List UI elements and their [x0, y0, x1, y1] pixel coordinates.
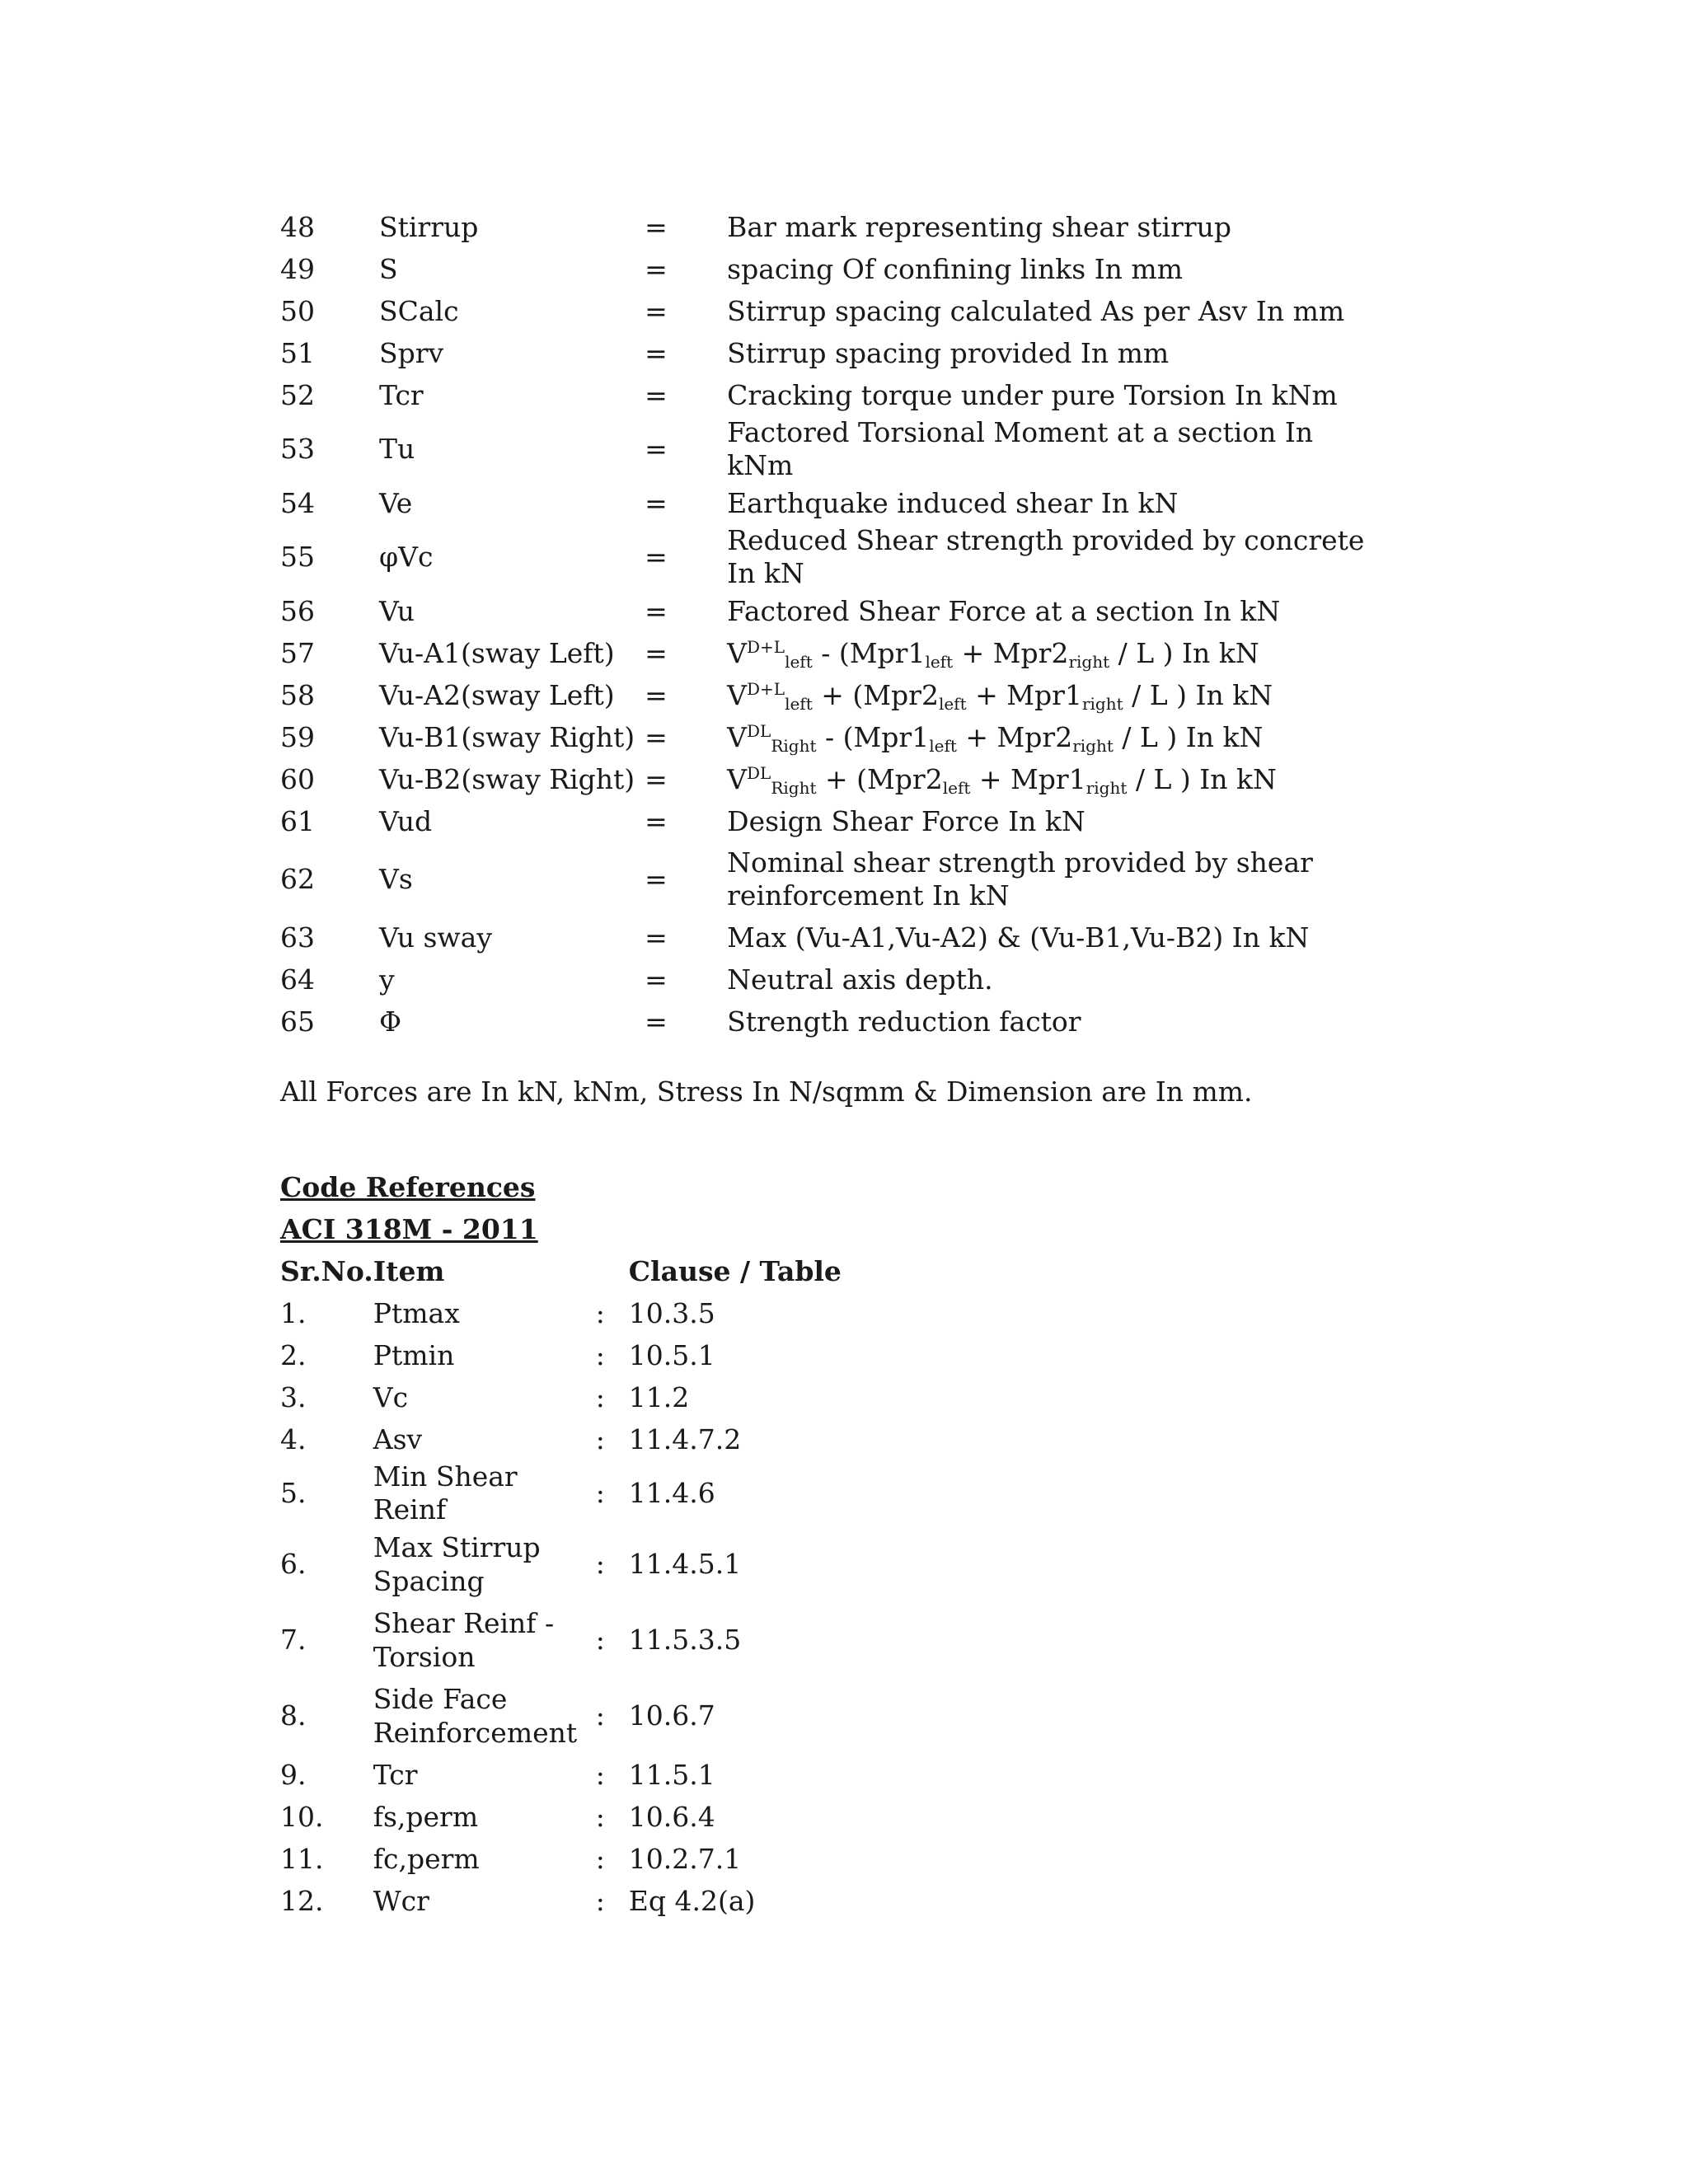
formula-text: - (Mpr1 [816, 720, 930, 753]
table-row [280, 800, 1386, 842]
header-sr-no: Sr.No. [280, 1254, 373, 1287]
ref-item: Max Stirrup Spacing [373, 1531, 541, 1597]
ref-number: 5. [280, 1477, 307, 1509]
table-row [280, 958, 1386, 1001]
row-number: 54 [280, 486, 315, 519]
code-references-table [280, 1250, 959, 1922]
formula-superscript: DL [747, 762, 771, 783]
ref-colon: : [595, 1884, 605, 1917]
row-description: Stirrup spacing provided In mm [727, 336, 1170, 369]
table-row [280, 1602, 959, 1678]
row-equals: = [645, 863, 668, 895]
row-equals: = [645, 486, 668, 519]
row-description: Cracking torque under pure Torsion In kNm [727, 378, 1338, 411]
ref-item: Tcr [373, 1758, 418, 1791]
ref-clause: 11.4.7.2 [628, 1422, 742, 1455]
row-symbol: Φ [379, 1005, 402, 1038]
ref-item: fs,perm [373, 1800, 479, 1833]
ref-item: Min Shear Reinf [373, 1460, 518, 1526]
formula-subscript: left [942, 777, 971, 798]
row-symbol: Tu [379, 433, 415, 465]
table-row [280, 524, 1386, 590]
ref-item: Ptmax [373, 1296, 460, 1329]
table-row [280, 716, 1386, 758]
ref-number: 8. [280, 1699, 307, 1732]
formula-subscript: right [1072, 735, 1114, 756]
formula-superscript: D+L [747, 678, 785, 699]
table-row [280, 1526, 959, 1602]
ref-clause: 10.6.7 [628, 1699, 715, 1732]
table-row [280, 1880, 959, 1922]
row-symbol: S [379, 252, 398, 285]
row-description: Bar mark representing shear stirrup [727, 210, 1232, 243]
code-standard-title: ACI 318M - 2011 [280, 1213, 538, 1245]
formula-text: / L ) In kN [1109, 636, 1259, 669]
row-symbol: SCalc [379, 294, 459, 327]
table-row [280, 1754, 959, 1796]
ref-clause: 11.4.6 [628, 1477, 715, 1509]
ref-clause: 11.2 [628, 1380, 690, 1413]
formula-superscript: D+L [747, 636, 785, 657]
formula-text: + Mpr2 [956, 720, 1073, 753]
ref-number: 12. [280, 1884, 324, 1917]
row-formula [727, 758, 1386, 800]
ref-colon: : [595, 1842, 605, 1875]
ref-number: 2. [280, 1338, 307, 1371]
ref-colon: : [595, 1699, 605, 1732]
row-description: spacing Of confining links In mm [727, 252, 1183, 285]
formula-text: + Mpr1 [970, 762, 1086, 795]
table-row [280, 1376, 959, 1418]
ref-clause: 11.5.3.5 [628, 1624, 742, 1656]
table-row [280, 674, 1386, 716]
table-header-row [280, 1250, 959, 1292]
ref-number: 11. [280, 1842, 324, 1875]
row-symbol: y [379, 963, 395, 996]
row-description: Stirrup spacing calculated As per Asv In mm [727, 294, 1345, 327]
formula-subscript: right [1085, 777, 1128, 798]
ref-colon: : [595, 1548, 605, 1580]
formula-subscript: left [785, 651, 813, 672]
row-number: 55 [280, 541, 315, 573]
ref-number: 9. [280, 1758, 307, 1791]
table-row [280, 290, 1386, 332]
formula-subscript: left [785, 693, 813, 714]
row-equals: = [645, 804, 668, 837]
row-number: 56 [280, 594, 315, 627]
table-row [280, 1418, 959, 1460]
ref-colon: : [595, 1380, 605, 1413]
ref-clause: 10.5.1 [628, 1338, 715, 1371]
table-row [280, 1334, 959, 1376]
ref-item: Vc [373, 1380, 409, 1413]
row-symbol: Vu-B1(sway Right) [379, 720, 635, 753]
table-row [280, 1292, 959, 1334]
row-number: 51 [280, 336, 315, 369]
row-equals: = [645, 762, 668, 795]
formula-superscript: DL [747, 720, 771, 741]
header-spacer [596, 1250, 629, 1292]
table-row [280, 632, 1386, 674]
formula-text: / L ) In kN [1127, 762, 1277, 795]
row-symbol: Stirrup [379, 210, 479, 243]
row-equals: = [645, 1005, 668, 1038]
ref-item: Shear Reinf - Torsion [373, 1607, 555, 1673]
formula-subscript: left [929, 735, 957, 756]
ref-colon: : [595, 1477, 605, 1509]
ref-number: 1. [280, 1296, 307, 1329]
row-symbol: Vu [379, 594, 415, 627]
row-equals: = [645, 636, 668, 669]
header-clause: Clause / Table [628, 1254, 842, 1287]
notation-table [280, 206, 1386, 1043]
row-description: Strength reduction factor [727, 1005, 1081, 1038]
row-symbol: Tcr [379, 378, 424, 411]
row-number: 53 [280, 433, 315, 465]
formula-symbol: V [727, 678, 747, 711]
row-equals: = [645, 336, 668, 369]
row-formula [727, 632, 1386, 674]
units-note: All Forces are In kN, kNm, Stress In N/sqmm & Dimension are In mm. [280, 1076, 1253, 1108]
formula-subscript: left [938, 693, 967, 714]
formula-subscript: right [1068, 651, 1110, 672]
row-symbol: φVc [379, 541, 434, 573]
header-item: Item [373, 1254, 445, 1287]
table-row [280, 206, 1386, 248]
table-row [280, 482, 1386, 524]
row-number: 61 [280, 804, 315, 837]
table-row [280, 1796, 959, 1838]
row-number: 64 [280, 963, 315, 996]
ref-clause: 11.5.1 [628, 1758, 715, 1791]
row-number: 50 [280, 294, 315, 327]
row-symbol: Vud [379, 804, 433, 837]
table-row [280, 842, 1386, 916]
row-equals: = [645, 720, 668, 753]
ref-colon: : [595, 1422, 605, 1455]
ref-number: 4. [280, 1422, 307, 1455]
ref-colon: : [595, 1296, 605, 1329]
row-number: 57 [280, 636, 315, 669]
row-description: Max (Vu-A1,Vu-A2) & (Vu-B1,Vu-B2) In kN [727, 921, 1310, 954]
formula-subscript: Right [771, 777, 817, 798]
row-equals: = [645, 210, 668, 243]
formula-text: / L ) In kN [1113, 720, 1264, 753]
row-symbol: Sprv [379, 336, 444, 369]
ref-number: 10. [280, 1800, 324, 1833]
formula-subscript: right [1081, 693, 1123, 714]
row-symbol: Vs [379, 863, 413, 895]
ref-number: 7. [280, 1624, 307, 1656]
row-number: 60 [280, 762, 315, 795]
table-row [280, 758, 1386, 800]
row-formula [727, 716, 1386, 758]
table-row [280, 1001, 1386, 1043]
row-description: Neutral axis depth. [727, 963, 993, 996]
row-equals: = [645, 678, 668, 711]
ref-clause: Eq 4.2(a) [628, 1884, 756, 1917]
row-number: 63 [280, 921, 315, 954]
code-references-title: Code References [280, 1171, 536, 1203]
row-symbol: Vu-A2(sway Left) [379, 678, 615, 711]
table-row [280, 416, 1386, 482]
row-number: 58 [280, 678, 315, 711]
row-number: 62 [280, 863, 315, 895]
table-row [280, 1678, 959, 1754]
row-description: Nominal shear strength provided by shear reinforcement In kN [727, 846, 1313, 912]
formula-subscript: left [925, 651, 954, 672]
row-description: Earthquake induced shear In kN [727, 486, 1179, 519]
table-row [280, 332, 1386, 374]
row-equals: = [645, 921, 668, 954]
row-equals: = [645, 541, 668, 573]
row-equals: = [645, 594, 668, 627]
formula-text: - (Mpr1 [812, 636, 926, 669]
row-symbol: Vu-A1(sway Left) [379, 636, 615, 669]
table-row [280, 590, 1386, 632]
table-row [280, 248, 1386, 290]
row-number: 48 [280, 210, 315, 243]
table-row [280, 916, 1386, 958]
row-number: 52 [280, 378, 315, 411]
row-description: Design Shear Force In kN [727, 804, 1085, 837]
row-description: Factored Torsional Moment at a section In kNm [727, 416, 1314, 481]
table-row [280, 1838, 959, 1880]
ref-item: fc,perm [373, 1842, 480, 1875]
row-equals: = [645, 294, 668, 327]
formula-symbol: V [727, 636, 747, 669]
row-description: Factored Shear Force at a section In kN [727, 594, 1281, 627]
ref-colon: : [595, 1758, 605, 1791]
ref-colon: : [595, 1800, 605, 1833]
formula-text: / L ) In kN [1123, 678, 1273, 711]
row-symbol: Vu-B2(sway Right) [379, 762, 635, 795]
ref-clause: 10.6.4 [628, 1800, 715, 1833]
row-description: Reduced Shear strength provided by concrete In kN [727, 524, 1365, 589]
ref-number: 6. [280, 1548, 307, 1580]
ref-item: Asv [373, 1422, 423, 1455]
row-number: 49 [280, 252, 315, 285]
formula-text: + (Mpr2 [816, 762, 943, 795]
row-number: 65 [280, 1005, 315, 1038]
formula-text: + Mpr1 [966, 678, 1082, 711]
ref-item: Side Face Reinforcement [373, 1683, 578, 1749]
row-equals: = [645, 252, 668, 285]
table-row [280, 374, 1386, 416]
row-number: 59 [280, 720, 315, 753]
row-symbol: Ve [379, 486, 413, 519]
row-equals: = [645, 378, 668, 411]
table-row [280, 1460, 959, 1526]
ref-clause: 11.4.5.1 [628, 1548, 742, 1580]
row-equals: = [645, 433, 668, 465]
ref-colon: : [595, 1338, 605, 1371]
document-page [280, 206, 1434, 1922]
row-equals: = [645, 963, 668, 996]
formula-text: + Mpr2 [953, 636, 1069, 669]
ref-clause: 10.3.5 [628, 1296, 715, 1329]
row-symbol: Vu sway [379, 921, 492, 954]
row-formula [727, 674, 1386, 716]
ref-item: Wcr [373, 1884, 429, 1917]
ref-clause: 10.2.7.1 [628, 1842, 742, 1875]
ref-item: Ptmin [373, 1338, 455, 1371]
ref-number: 3. [280, 1380, 307, 1413]
ref-colon: : [595, 1624, 605, 1656]
formula-text: + (Mpr2 [812, 678, 939, 711]
formula-subscript: Right [771, 735, 817, 756]
formula-symbol: V [727, 762, 747, 795]
formula-symbol: V [727, 720, 747, 753]
